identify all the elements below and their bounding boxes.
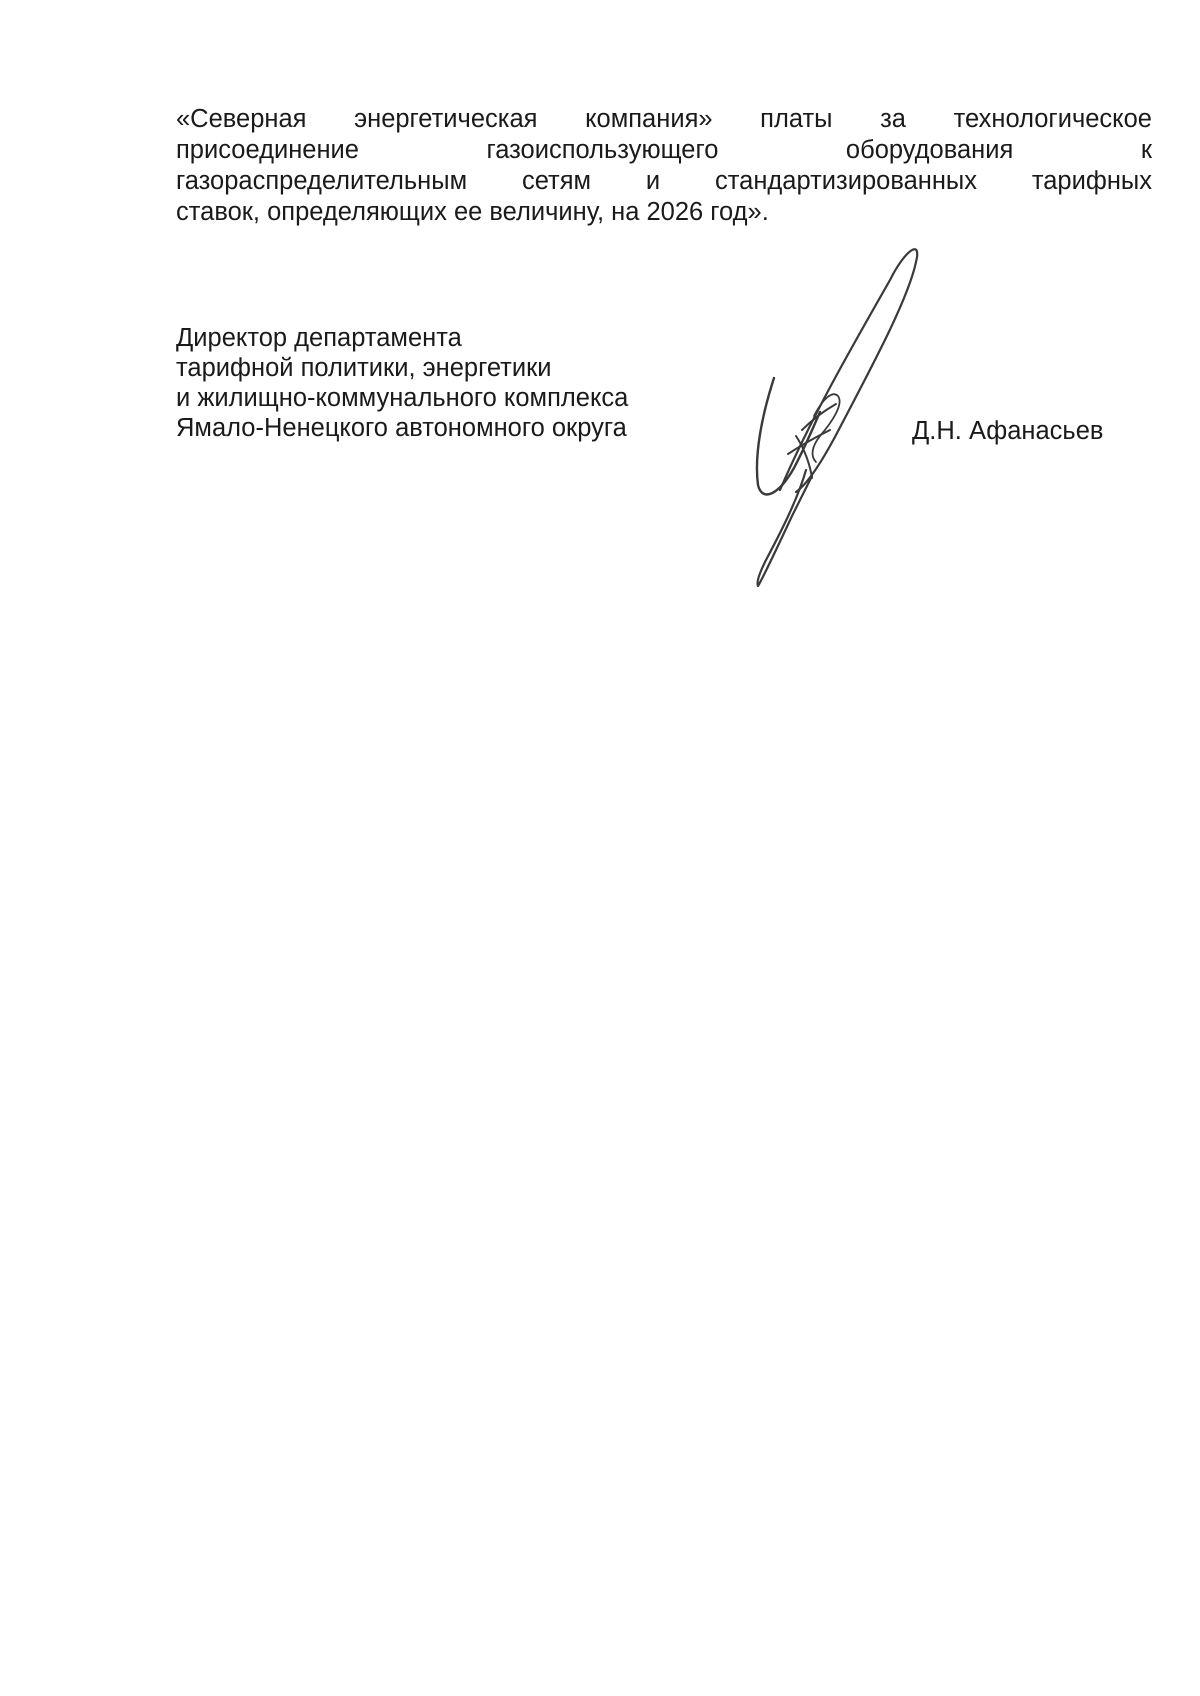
body-line: присоединение газоиспользующего оборудования к	[176, 136, 1152, 164]
body-line: «Северная энергетическая компания» платы за технологическое	[176, 105, 1152, 133]
signer-name: Д.Н. Афанасьев	[912, 417, 1104, 445]
signer-position	[176, 323, 628, 443]
body-paragraph	[176, 104, 1152, 228]
position-line: Ямало-Ненецкого автономного округа	[176, 414, 627, 442]
position-line: Директор департамента	[176, 324, 462, 352]
body-line: ставок, определяющих ее величину, на 2026 год».	[176, 198, 769, 226]
signature-strokes	[757, 249, 917, 586]
body-line: газораспределительным сетям и стандартизированных тарифных	[176, 167, 1152, 195]
position-line: тарифной политики, энергетики	[176, 354, 552, 382]
signature-stroke	[757, 470, 812, 586]
position-line: и жилищно-коммунального комплекса	[176, 384, 629, 412]
